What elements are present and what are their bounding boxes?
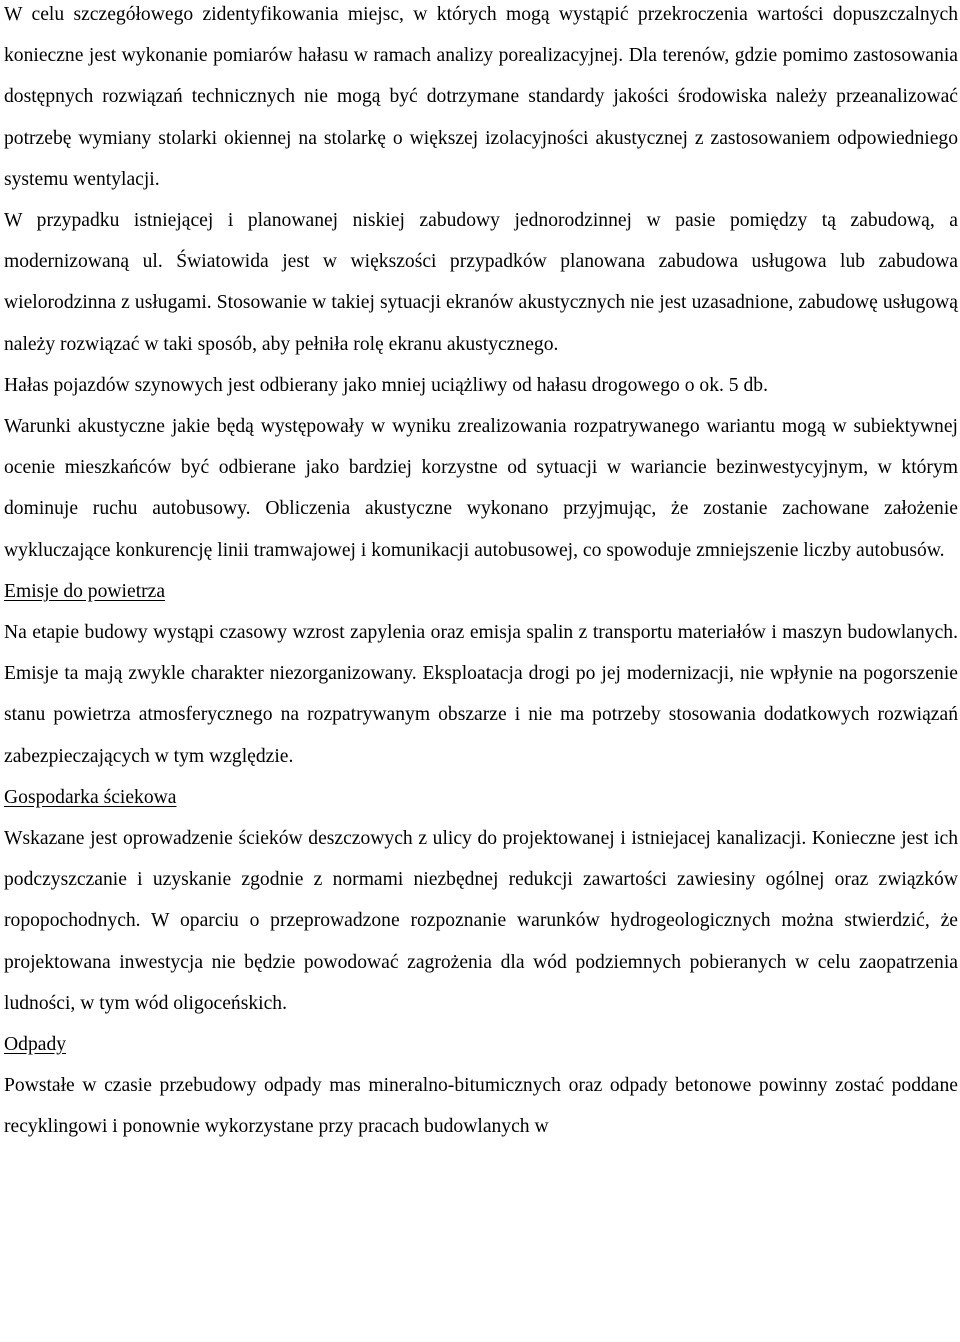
waste-paragraph: Powstałe w czasie przebudowy odpady mas mineralno-bitumicznych oraz odpady betonowe powinny zostać poddane recyklingowi i ponownie wykorzystane przy pracach budowlanych w bbox=[4, 1075, 958, 1138]
section-heading-waste: Odpady bbox=[4, 1034, 67, 1056]
section-heading-sewage: Gospodarka ściekowa bbox=[4, 786, 177, 808]
section-heading-air: Emisje do powietrza bbox=[4, 580, 166, 602]
noise-paragraph-buildings: W przypadku istniejącej i planowanej niskiej zabudowy jednorodzinnej w pasie pomiędzy tą zabudową, a modernizowaną ul. Światowida jest w większości przypadków planowana zabudowa usługowa lub zabudowa wielorodzinna z usługami. Stosowanie w takiej sytuacji ekranów akustycznych nie jest uzasadnione, zabudowę usługową należy rozwiązać w taki sposób, aby pełniła rolę ekranu akustycznego. bbox=[4, 210, 958, 355]
document-page bbox=[4, 0, 958, 1148]
noise-paragraph-measurements: W celu szczegółowego zidentyfikowania miejsc, w których mogą wystąpić przekroczenia wartości dopuszczalnych konieczne jest wykonanie pomiarów hałasu w ramach analizy porealizacyjnej. Dla terenów, gdzie pomimo zastosowania dostępnych rozwiązań technicznych nie mogą być dotrzymane standardy jakości środowiska należy przeanalizować potrzebę wymiany stolarki okiennej na stolarkę o większej izolacyjności akustycznej z zastosowaniem odpowiedniego systemu wentylacji. bbox=[4, 4, 958, 190]
sewage-paragraph: Wskazane jest oprowadzenie ścieków deszczowych z ulicy do projektowanej i istniejacej kanalizacji. Konieczne jest ich podczyszczanie i uzyskanie zgodnie z normami niezbędnej redukcji zawartości zawiesiny ogólnej oraz związków ropopochodnych. W oparciu o przeprowadzone rozpoznanie warunków hydrogeologicznych można stwierdzić, że projektowana inwestycja nie będzie powodować zagrożenia dla wód podziemnych pobieranych w celu zaopatrzenia ludności, w tym wód oligoceńskich. bbox=[4, 828, 958, 1014]
air-paragraph: Na etapie budowy wystąpi czasowy wzrost zapylenia oraz emisja spalin z transportu materiałów i maszyn budowlanych. Emisje ta mają zwykle charakter niezorganizowany. Eksploatacja drogi po jej modernizacji, nie wpłynie na pogorszenie stanu powietrza atmosferycznego na rozpatrywanym obszarze i nie ma potrzeby stosowania dodatkowych rozwiązań zabezpieczających w tym względzie. bbox=[4, 622, 958, 767]
noise-paragraph-rail: Hałas pojazdów szynowych jest odbierany jako mniej uciążliwy od hałasu drogowego o ok. 5 db. bbox=[4, 374, 768, 396]
noise-paragraph-conditions: Warunki akustyczne jakie będą występowały w wyniku zrealizowania rozpatrywanego wariantu mogą w subiektywnej ocenie mieszkańców być odbierane jako bardziej korzystne od sytuacji w wariancie bezinwestycyjnym, w którym dominuje ruchu autobusowy. Obliczenia akustyczne wykonano przyjmując, że zostanie zachowane założenie wykluczające konkurencję linii tramwajowej i komunikacji autobusowej, co spowoduje zmniejszenie liczby autobusów. bbox=[4, 416, 958, 561]
